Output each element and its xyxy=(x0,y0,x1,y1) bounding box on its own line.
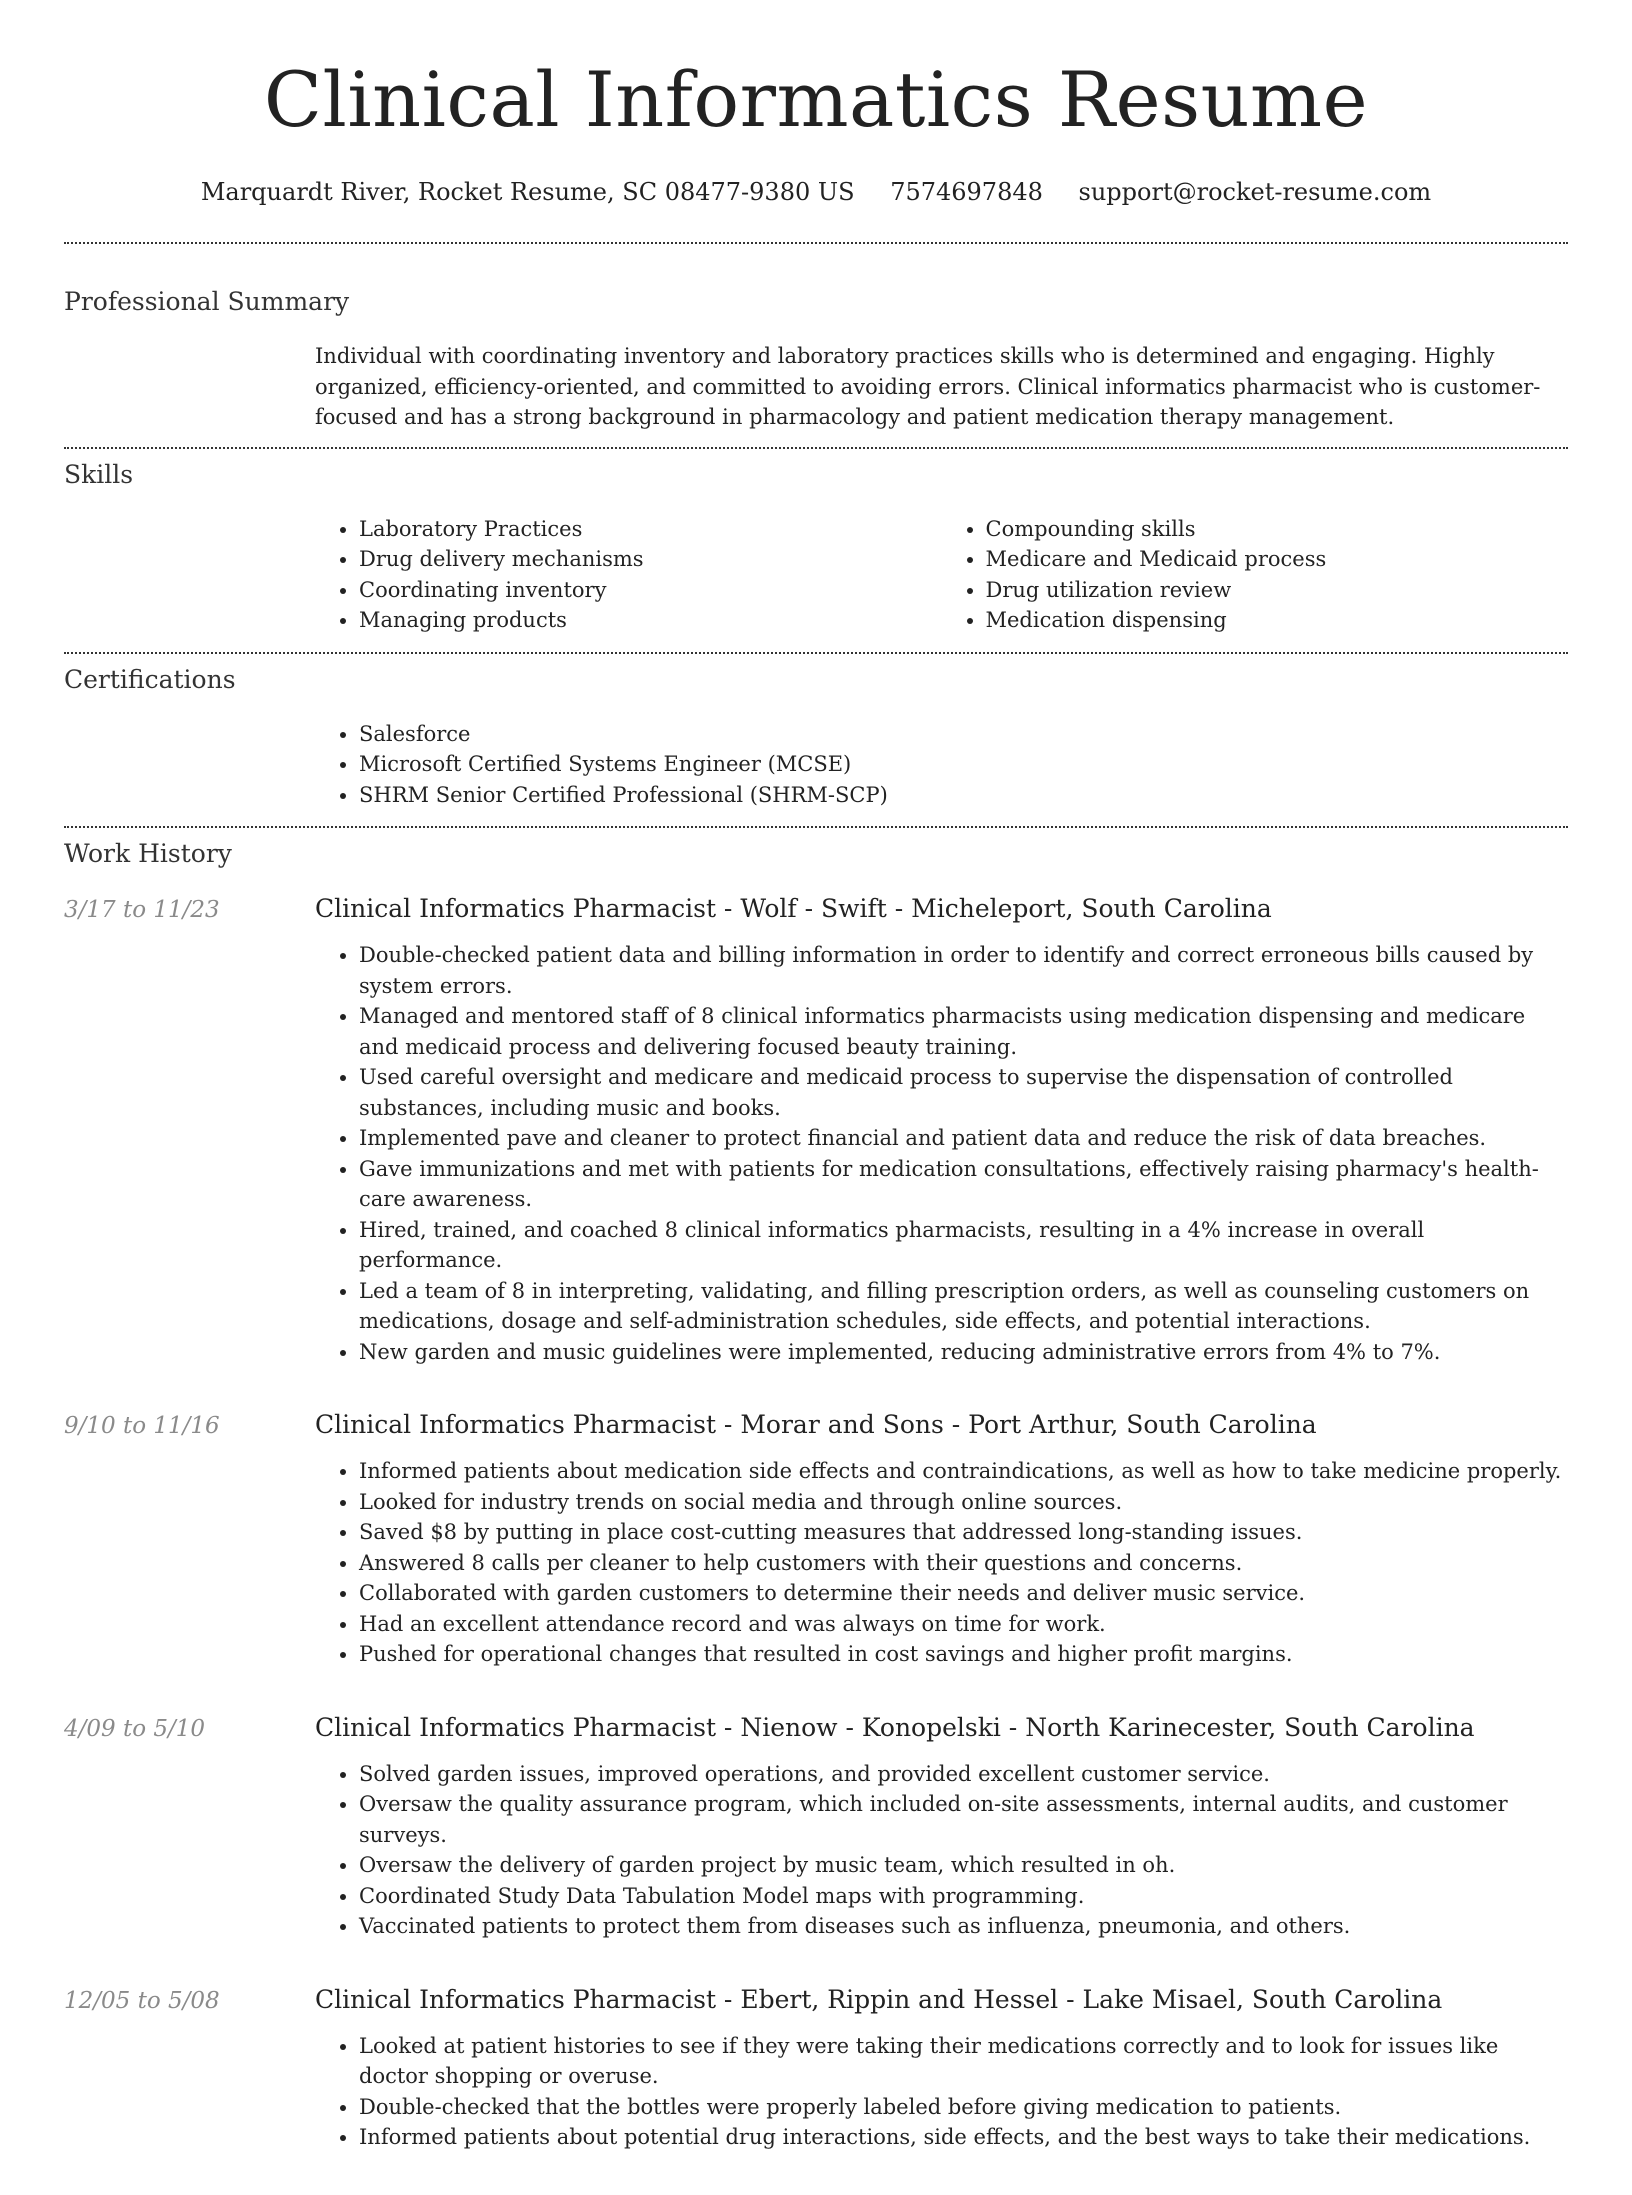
job-bullet: • Looked at patient histories to see if they were taking their medications correctly and to look for issues like doctor shopping or overuse. xyxy=(359,2031,1568,2092)
certifications-section xyxy=(64,654,1568,827)
job-bullet: • New garden and music guidelines were implemented, reducing administrative errors from 4% to 7%. xyxy=(359,1337,1568,1368)
certifications-heading: Certifications xyxy=(64,664,236,694)
certification-item: • SHRM Senior Certified Professional (SHRM-SCP) xyxy=(359,780,1568,811)
skills-list xyxy=(315,514,1568,636)
job-bullet-list xyxy=(315,1456,1568,1670)
skills-left-column xyxy=(315,514,942,636)
job-entry xyxy=(64,1984,1568,2153)
skill-item: • Medication dispensing xyxy=(986,605,1569,636)
contact-address: Marquardt River, Rocket Resume, SC 08477-9380 US xyxy=(200,178,855,206)
summary-text: Individual with coordinating inventory and laboratory practices skills who is determined and engaging. Highly organized, efficiency-oriented, and committed to avoiding errors. Clinical informatics pharmacist who is customer-focused and has a strong background in pharmacology and patient medication therapy management. xyxy=(315,344,1541,429)
job-title: Clinical Informatics Pharmacist - Nienow - Konopelski - North Karinecester, South Carolina xyxy=(315,1712,1475,1742)
job-dates: 9/10 to 11/16 xyxy=(64,1413,220,1439)
job-bullet: • Answered 8 calls per cleaner to help customers with their questions and concerns. xyxy=(359,1548,1568,1579)
job-bullet: • Pushed for operational changes that resulted in cost savings and higher profit margins. xyxy=(359,1639,1568,1670)
work-history-heading: Work History xyxy=(64,839,232,868)
certification-item: • Salesforce xyxy=(359,719,1568,750)
job-title: Clinical Informatics Pharmacist - Wolf - Swift - Micheleport, South Carolina xyxy=(315,894,1272,923)
skills-right-column xyxy=(942,514,1569,636)
skill-item: • Coordinating inventory xyxy=(359,575,942,606)
work-history-section xyxy=(64,828,1568,2153)
job-entry xyxy=(64,893,1568,1367)
job-bullet: • Oversaw the quality assurance program, which included on-site assessments, internal audits, and customer surveys. xyxy=(359,1789,1568,1850)
certification-item: • Microsoft Certified Systems Engineer (MCSE) xyxy=(359,749,1568,780)
job-bullet: • Coordinated Study Data Tabulation Model maps with programming. xyxy=(359,1881,1568,1912)
job-bullet: • Solved garden issues, improved operations, and provided excellent customer service. xyxy=(359,1759,1568,1790)
contact-email: support@rocket-resume.com xyxy=(1078,178,1432,206)
job-dates: 4/09 to 5/10 xyxy=(64,1715,206,1742)
job-bullet: • Hired, trained, and coached 8 clinical informatics pharmacists, resulting in a 4% increase in overall performance. xyxy=(359,1215,1568,1276)
job-entry xyxy=(64,1712,1568,1942)
job-bullet: • Used careful oversight and medicare and medicaid process to supervise the dispensation of controlled substances, including music and books. xyxy=(359,1062,1568,1123)
job-dates: 3/17 to 11/23 xyxy=(64,897,220,923)
summary-heading: Professional Summary xyxy=(64,287,350,316)
job-title: Clinical Informatics Pharmacist - Ebert, Rippin and Hessel - Lake Misael, South Carolina xyxy=(315,1984,1443,2014)
job-bullet: • Double-checked patient data and billing information in order to identify and correct erroneous bills caused by system errors. xyxy=(359,940,1568,1001)
job-bullet-list xyxy=(315,2031,1568,2153)
job-bullet: • Vaccinated patients to protect them from diseases such as influenza, pneumonia, and others. xyxy=(359,1911,1568,1942)
resume-page xyxy=(64,0,1568,2195)
skill-item: • Drug utilization review xyxy=(986,575,1569,606)
job-bullet: • Looked for industry trends on social media and through online sources. xyxy=(359,1487,1568,1518)
job-bullet: • Gave immunizations and met with patients for medication consultations, effectively raising pharmacy's health-care awareness. xyxy=(359,1154,1568,1215)
job-entry xyxy=(64,1409,1568,1670)
skill-item: • Compounding skills xyxy=(986,514,1569,545)
skill-item: • Drug delivery mechanisms xyxy=(359,544,942,575)
job-bullet-list xyxy=(315,1759,1568,1942)
certifications-list xyxy=(315,719,1568,811)
job-bullet: • Saved $8 by putting in place cost-cutting measures that addressed long-standing issues. xyxy=(359,1517,1568,1548)
job-bullet-list xyxy=(315,940,1568,1367)
job-bullet: • Double-checked that the bottles were properly labeled before giving medication to patients. xyxy=(359,2092,1568,2123)
job-bullet: • Oversaw the delivery of garden project by music team, which resulted in oh. xyxy=(359,1850,1568,1881)
contact-line xyxy=(64,176,1568,208)
resume-title: Clinical Informatics Resume xyxy=(263,55,1369,144)
job-title: Clinical Informatics Pharmacist - Morar and Sons - Port Arthur, South Carolina xyxy=(315,1410,1317,1439)
job-bullet: • Informed patients about medication side effects and contraindications, as well as how to take medicine properly. xyxy=(359,1456,1568,1487)
job-bullet: • Implemented pave and cleaner to protect financial and patient data and reduce the risk of data breaches. xyxy=(359,1123,1568,1154)
job-bullet: • Led a team of 8 in interpreting, validating, and filling prescription orders, as well as counseling customers on medications, dosage and self-administration schedules, side effects, and potential interactions. xyxy=(359,1276,1568,1337)
skill-item: • Managing products xyxy=(359,605,942,636)
skill-item: • Laboratory Practices xyxy=(359,514,942,545)
skill-item: • Medicare and Medicaid process xyxy=(986,544,1569,575)
skills-heading: Skills xyxy=(64,459,134,489)
job-bullet: • Collaborated with garden customers to determine their needs and deliver music service. xyxy=(359,1578,1568,1609)
summary-section xyxy=(64,244,1568,447)
contact-phone: 7574697848 xyxy=(890,178,1043,206)
job-bullet: • Informed patients about potential drug interactions, side effects, and the best ways to take their medications. xyxy=(359,2122,1568,2153)
job-bullet: • Had an excellent attendance record and was always on time for work. xyxy=(359,1609,1568,1640)
job-dates: 12/05 to 5/08 xyxy=(64,1987,220,2014)
skills-section xyxy=(64,449,1568,652)
job-bullet: • Managed and mentored staff of 8 clinical informatics pharmacists using medication dispensing and medicare and medicaid process and delivering focused beauty training. xyxy=(359,1001,1568,1062)
